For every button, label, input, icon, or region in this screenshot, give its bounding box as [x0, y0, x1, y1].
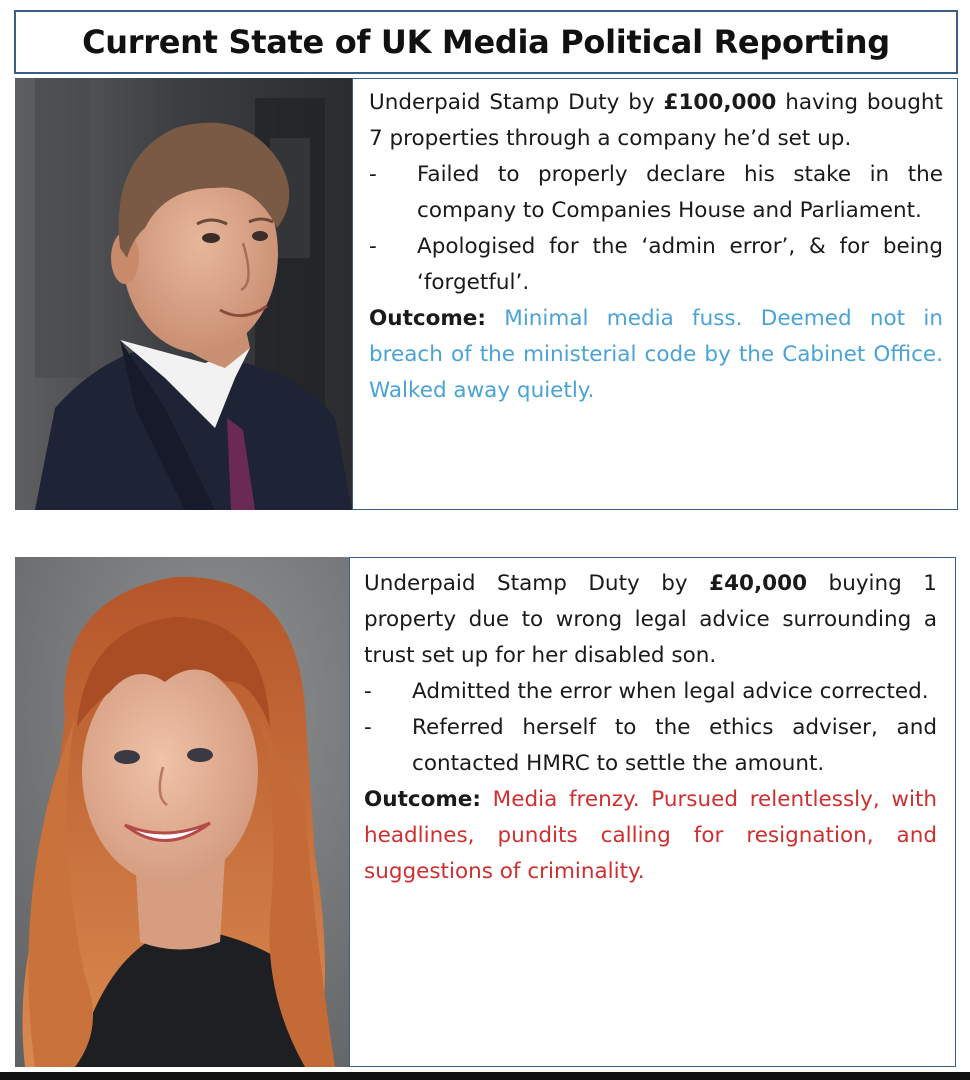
bullet-text: Apologised for the ‘admin error’, & for being ‘forgetful’. [417, 234, 943, 295]
photo-politician-2 [15, 557, 349, 1067]
panel-2-text [349, 557, 956, 1067]
list-item [369, 157, 943, 229]
panel-2-intro-prefix: Underpaid Stamp Duty by [364, 571, 710, 596]
panel-1-intro-suffix: having bought 7 properties through a company he’d set up. [369, 90, 943, 151]
bullet-text: Referred herself to the ethics adviser, and contacted HMRC to settle the amount. [412, 715, 937, 776]
panel-1-amount: £100,000 [663, 90, 777, 115]
outcome-label: Outcome: [369, 306, 486, 331]
panel-1-outcome [369, 301, 943, 409]
outcome-text: Minimal media fuss. Deemed not in breach of the ministerial code by the Cabinet Office. Walked away quietly. [369, 306, 943, 403]
list-item [369, 229, 943, 301]
panel-2-intro [364, 566, 937, 674]
panel-1-bullets [369, 157, 943, 301]
outcome-text: Media frenzy. Pursued relentlessly, with headlines, pundits calling for resignation, and suggestions of criminality. [364, 787, 937, 884]
list-item [364, 710, 937, 782]
panel-2-bullets [364, 674, 937, 782]
bullet-dash: - [364, 715, 372, 740]
bullet-dash: - [369, 234, 377, 259]
bottom-border [0, 1072, 970, 1080]
panel-2-outcome [364, 782, 937, 890]
photo-politician-1 [15, 78, 352, 510]
panel-2-intro-suffix: buying 1 property due to wrong legal advice surrounding a trust set up for her disabled son. [364, 571, 937, 668]
bullet-dash: - [364, 679, 372, 704]
bullet-text: Failed to properly declare his stake in the company to Companies House and Parliament. [417, 162, 943, 223]
panel-1-intro-prefix: Underpaid Stamp Duty by [369, 90, 664, 115]
panel-1-intro [369, 85, 943, 157]
panel-2-amount: £40,000 [709, 571, 808, 596]
outcome-label: Outcome: [364, 787, 481, 812]
bullet-dash: - [369, 162, 377, 187]
bullet-text: Admitted the error when legal advice corrected. [412, 679, 929, 704]
panel-1-text [352, 78, 958, 510]
title-banner [14, 10, 958, 74]
list-item [364, 674, 937, 710]
page-title: Current State of UK Media Political Reporting [82, 23, 890, 61]
